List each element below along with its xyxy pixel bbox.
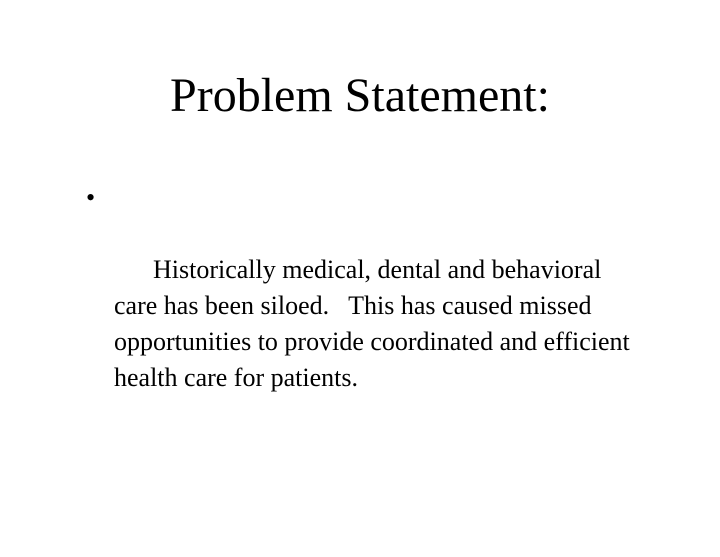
bullet-list xyxy=(86,180,646,432)
bullet-item xyxy=(86,180,646,432)
slide-title: Problem Statement: xyxy=(170,69,550,122)
bullet-dot-icon: • xyxy=(86,183,96,212)
bullet-text: Historically medical, dental and behavioral care has been siloed. This has caused missed opportunities to provide coordinated and efficient health care for patients. xyxy=(114,255,637,392)
